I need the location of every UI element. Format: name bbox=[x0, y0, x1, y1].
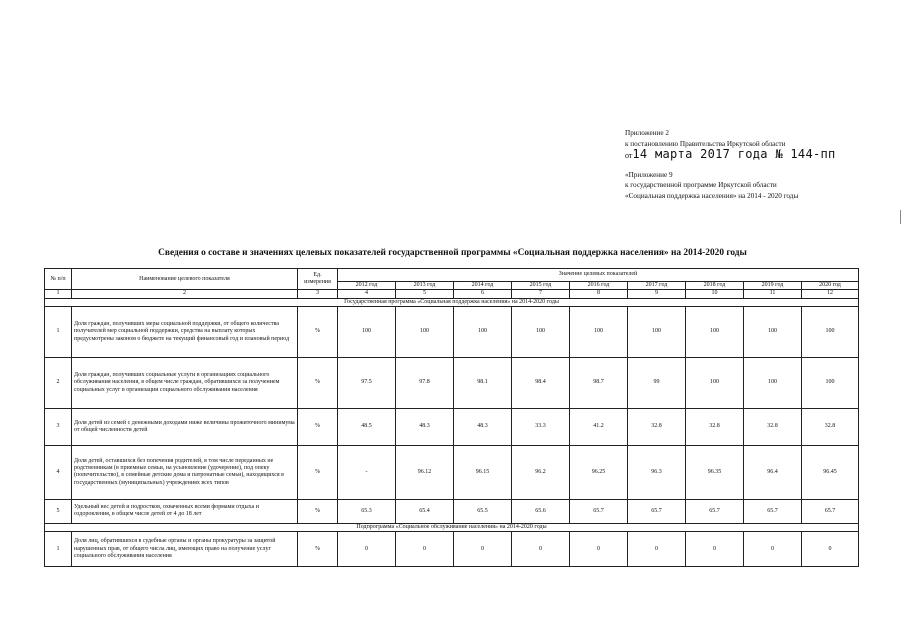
table-row bbox=[45, 357, 859, 408]
row-value: 100 bbox=[802, 357, 859, 408]
header-year: 2020 год bbox=[802, 282, 859, 290]
header-name: Наименование целевого показателя bbox=[72, 269, 298, 290]
column-number: 12 bbox=[802, 290, 859, 298]
row-unit: % bbox=[298, 357, 338, 408]
row-value: 100 bbox=[396, 306, 454, 357]
row-value: 0 bbox=[744, 532, 802, 567]
row-value: 100 bbox=[802, 306, 859, 357]
header-year: 2019 год bbox=[744, 282, 802, 290]
row-num: 4 bbox=[45, 445, 72, 499]
row-name: Доля граждан, получивших социальные услуги в организациях социального обслуживания населения, в общем числе граждан, обратившихся за получением социальных услуг в организации социального обслуживания населения bbox=[72, 357, 298, 408]
row-name: Доля детей из семей с денежными доходами ниже величины прожиточного минимума от общей численности детей bbox=[72, 408, 298, 445]
row-name: Доля детей, оставшихся без попечения родителей, в том числе переданных не родственникам (в приемные семьи, на усыновление (удочерение), под опеку (попечительство), в семейные детские дома и патронатные семьи), находящихся в государственных (муниципальных) учреждениях всех типов bbox=[72, 445, 298, 499]
row-value: 41.2 bbox=[570, 408, 628, 445]
row-name: Доля лиц, обратившихся в судебные органы и органы прокуратуры за защитой нарушенных прав, от общего числа лиц, имеющих право на получение услуг социального обслуживания населения bbox=[72, 532, 298, 567]
row-value: 48.3 bbox=[454, 408, 512, 445]
header-year: 2018 год bbox=[686, 282, 744, 290]
row-unit: % bbox=[298, 445, 338, 499]
row-value: 48.3 bbox=[396, 408, 454, 445]
row-name: Удельный вес детей и подростков, охваченных всеми формами отдыха и оздоровления, в общем числе детей от 4 до 18 лет bbox=[72, 499, 298, 523]
row-value: 32.8 bbox=[628, 408, 686, 445]
header-year: 2015 год bbox=[512, 282, 570, 290]
row-num: 2 bbox=[45, 357, 72, 408]
row-value: 100 bbox=[338, 306, 396, 357]
table-row bbox=[45, 532, 859, 567]
row-num: 5 bbox=[45, 499, 72, 523]
annex-line-2: к постановлению Правительства Иркутской области bbox=[625, 139, 786, 148]
table-row bbox=[45, 445, 859, 499]
header-year: 2014 год bbox=[454, 282, 512, 290]
table-row bbox=[45, 499, 859, 523]
row-value: 65.7 bbox=[628, 499, 686, 523]
row-value: 96.3 bbox=[628, 445, 686, 499]
row-value: 65.5 bbox=[454, 499, 512, 523]
row-value: 0 bbox=[396, 532, 454, 567]
row-name: Доля граждан, получивших меры социальной поддержки, от общего количества получателей мер социальной поддержки, средства на выплату которых предусмотрены законом о бюджете на текущий финансовый год и плановый период bbox=[72, 306, 298, 357]
row-value: 98.7 bbox=[570, 357, 628, 408]
row-value: 32.8 bbox=[686, 408, 744, 445]
row-value: 96.25 bbox=[570, 445, 628, 499]
annex-handwritten-date: 14 марта 2017 года № 144-пп bbox=[632, 147, 836, 161]
row-unit: % bbox=[298, 532, 338, 567]
indicators-table bbox=[44, 268, 859, 567]
row-value: 98.4 bbox=[512, 357, 570, 408]
row-value: 100 bbox=[744, 306, 802, 357]
document-title: Сведения о составе и значениях целевых показателей государственной программы «Социальная поддержка населения» на 2014-2020 годы bbox=[158, 248, 747, 258]
row-value: 100 bbox=[686, 357, 744, 408]
header-unit: Ед. измерения bbox=[298, 269, 338, 290]
row-value: 100 bbox=[628, 306, 686, 357]
section-title: Подпрограмма «Социальное обслуживание населения» на 2014-2020 годы bbox=[45, 523, 859, 531]
header-num: № п/п bbox=[45, 269, 72, 290]
header-year: 2017 год bbox=[628, 282, 686, 290]
column-number: 4 bbox=[338, 290, 396, 298]
row-value: 96.15 bbox=[454, 445, 512, 499]
row-value: 65.7 bbox=[744, 499, 802, 523]
row-value: 98.1 bbox=[454, 357, 512, 408]
row-value: 100 bbox=[686, 306, 744, 357]
column-number: 2 bbox=[72, 290, 298, 298]
row-value: 97.5 bbox=[338, 357, 396, 408]
row-value: 33.3 bbox=[512, 408, 570, 445]
annex-block bbox=[625, 128, 895, 201]
column-number: 8 bbox=[570, 290, 628, 298]
column-number: 6 bbox=[454, 290, 512, 298]
column-number: 11 bbox=[744, 290, 802, 298]
column-number: 10 bbox=[686, 290, 744, 298]
table-row bbox=[45, 408, 859, 445]
row-value: 96.45 bbox=[802, 445, 859, 499]
row-value: 0 bbox=[802, 532, 859, 567]
row-value: 96.12 bbox=[396, 445, 454, 499]
section-title: Государственная программа «Социальная поддержка населения» на 2014-2020 годы bbox=[45, 298, 859, 306]
section-row-program bbox=[45, 298, 859, 306]
row-value: 0 bbox=[628, 532, 686, 567]
column-number: 3 bbox=[298, 290, 338, 298]
row-value: 65.4 bbox=[396, 499, 454, 523]
row-value: 96.2 bbox=[512, 445, 570, 499]
row-value: 100 bbox=[744, 357, 802, 408]
row-unit: % bbox=[298, 499, 338, 523]
row-value: 0 bbox=[570, 532, 628, 567]
section-row-subprogram bbox=[45, 523, 859, 531]
annex-line-4: «Приложение 9 bbox=[625, 170, 673, 179]
column-number: 9 bbox=[628, 290, 686, 298]
row-value: 96.4 bbox=[744, 445, 802, 499]
column-numbers-row bbox=[45, 290, 859, 298]
header-year: 2012 год bbox=[338, 282, 396, 290]
row-num: 3 bbox=[45, 408, 72, 445]
table-header-row bbox=[45, 269, 859, 282]
row-value: 0 bbox=[512, 532, 570, 567]
row-value: 65.7 bbox=[570, 499, 628, 523]
header-year: 2013 год bbox=[396, 282, 454, 290]
row-value: 0 bbox=[454, 532, 512, 567]
header-values-group: Значение целевых показателей bbox=[338, 269, 859, 282]
row-value: 65.3 bbox=[338, 499, 396, 523]
row-value: 97.8 bbox=[396, 357, 454, 408]
row-value: - bbox=[338, 445, 396, 499]
column-number: 1 bbox=[45, 290, 72, 298]
annex-ot-prefix: от bbox=[625, 151, 633, 160]
row-value: 0 bbox=[338, 532, 396, 567]
row-value: 100 bbox=[570, 306, 628, 357]
row-value: 48.5 bbox=[338, 408, 396, 445]
annex-line-5: к государственной программе Иркутской области bbox=[625, 181, 777, 189]
scan-edge-mark bbox=[900, 210, 901, 224]
row-value: 65.6 bbox=[512, 499, 570, 523]
column-number: 7 bbox=[512, 290, 570, 298]
column-number: 5 bbox=[396, 290, 454, 298]
row-value: 99 bbox=[628, 357, 686, 408]
annex-date-line bbox=[625, 149, 895, 162]
row-value: 32.8 bbox=[802, 408, 859, 445]
row-num: 1 bbox=[45, 532, 72, 567]
row-value: 100 bbox=[512, 306, 570, 357]
row-unit: % bbox=[298, 306, 338, 357]
row-num: 1 bbox=[45, 306, 72, 357]
annex-line-6: «Социальная поддержка населения» на 2014 - 2020 годы bbox=[625, 191, 799, 200]
row-value: 32.8 bbox=[744, 408, 802, 445]
row-value: 0 bbox=[686, 532, 744, 567]
row-value: 65.7 bbox=[686, 499, 744, 523]
row-value: 96.35 bbox=[686, 445, 744, 499]
header-year: 2016 год bbox=[570, 282, 628, 290]
annex-line-1: Приложение 2 bbox=[625, 129, 669, 137]
row-value: 100 bbox=[454, 306, 512, 357]
table-row bbox=[45, 306, 859, 357]
row-value: 65.7 bbox=[802, 499, 859, 523]
row-unit: % bbox=[298, 408, 338, 445]
